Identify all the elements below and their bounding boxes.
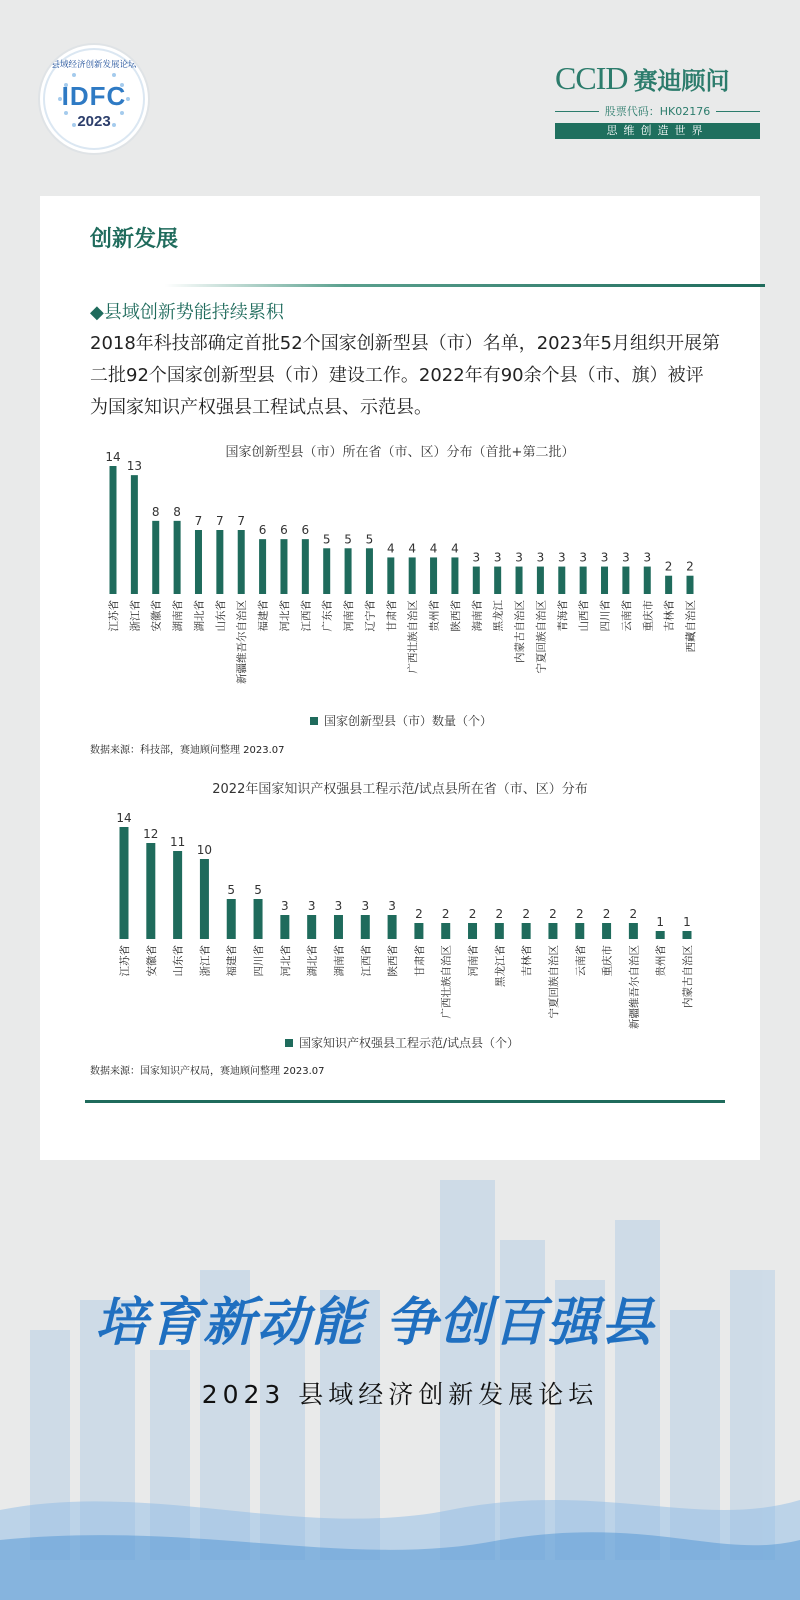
category-label: 江苏省 <box>108 600 120 632</box>
bar-黑龙江 <box>494 567 501 594</box>
bar-江西省 <box>361 915 370 939</box>
category-label: 湖南省 <box>333 945 346 977</box>
category-label: 广东省 <box>321 600 334 632</box>
chart1-svg <box>40 446 760 711</box>
value-label: 3 <box>622 550 630 565</box>
logo-abbr: IDFC <box>61 81 127 111</box>
category-label: 西藏自治区 <box>685 600 697 653</box>
value-label: 7 <box>194 514 203 528</box>
bar-甘肃省 <box>387 557 394 594</box>
value-label: 10 <box>196 843 213 857</box>
value-label: 2 <box>468 907 477 921</box>
hero-banner <box>0 1180 800 1600</box>
chart2-svg <box>40 801 760 1051</box>
bar-湖北省 <box>307 915 316 939</box>
value-label: 2 <box>441 907 450 921</box>
bar-湖北省 <box>195 530 202 594</box>
category-label: 黑龙江省 <box>494 945 507 987</box>
value-label: 5 <box>322 532 331 547</box>
value-label: 5 <box>227 883 236 897</box>
value-label: 2 <box>664 559 673 574</box>
value-label: 3 <box>557 550 566 565</box>
hero-slogan: 培育新动能 争创百强县 <box>95 1293 656 1353</box>
bar-黑龙江省 <box>495 923 504 939</box>
value-label: 3 <box>579 550 587 565</box>
value-label: 3 <box>493 550 502 565</box>
brand-en: CCID <box>555 60 628 96</box>
value-label: 2 <box>602 907 611 921</box>
bar-安徽省 <box>152 521 159 594</box>
category-label: 吉林省 <box>521 945 534 977</box>
bar-河北省 <box>280 539 287 594</box>
bar-福建省 <box>259 539 266 594</box>
value-label: 1 <box>656 915 665 929</box>
bar-新疆维吾尔自治区 <box>238 530 245 594</box>
bar-云南省 <box>622 567 629 594</box>
brand-cn: 赛迪顾问 <box>633 66 730 95</box>
forum-title: 2023 县域经济创新发展论坛 <box>201 1380 599 1409</box>
category-label: 贵州省 <box>428 600 441 632</box>
category-label: 重庆市 <box>642 600 655 632</box>
title-divider <box>165 284 765 287</box>
bar-陕西省 <box>388 915 397 939</box>
value-label: 5 <box>365 532 374 547</box>
idfc-logo <box>40 45 148 153</box>
bar-河南省 <box>468 923 477 939</box>
brand-slogan: 思维创造世界 <box>555 123 760 139</box>
value-label: 6 <box>301 523 310 538</box>
value-label: 2 <box>686 559 694 574</box>
category-label: 湖南省 <box>172 600 185 632</box>
bar-宁夏回族自治区 <box>548 923 557 939</box>
value-label: 3 <box>361 899 370 913</box>
category-label: 江西省 <box>360 945 373 977</box>
bar-湖南省 <box>334 915 343 939</box>
value-label: 4 <box>429 541 438 556</box>
value-label: 7 <box>237 514 246 528</box>
bar-广西壮族自治区 <box>409 557 416 594</box>
bar-内蒙古自治区 <box>683 931 692 939</box>
logo-year: 2023 <box>77 113 111 130</box>
stock-code: 股票代码：HK02176 <box>604 105 711 118</box>
bar-安徽省 <box>146 843 155 939</box>
chart1-legend-label: 国家创新型县（市）数量（个） <box>324 714 493 728</box>
category-label: 重庆市 <box>601 945 614 977</box>
content-card <box>40 196 760 1160</box>
category-label: 吉林省 <box>663 600 676 632</box>
bar-四川省 <box>601 567 608 594</box>
category-label: 湖北省 <box>306 945 319 977</box>
bar-山东省 <box>173 851 182 939</box>
value-label: 5 <box>344 532 352 547</box>
legend-swatch <box>285 1039 293 1047</box>
category-label: 贵州省 <box>655 945 668 977</box>
value-label: 1 <box>683 915 691 929</box>
category-label: 浙江省 <box>129 600 142 632</box>
value-label: 3 <box>600 550 609 565</box>
category-label: 黑龙江 <box>492 600 505 632</box>
category-label: 河南省 <box>343 600 356 632</box>
bar-辽宁省 <box>366 548 373 594</box>
bar-山东省 <box>216 530 223 594</box>
category-label: 甘肃省 <box>385 600 398 632</box>
value-label: 4 <box>408 541 417 556</box>
category-label: 四川省 <box>253 945 266 977</box>
bar-江苏省 <box>110 466 117 594</box>
bar-山西省 <box>580 567 587 594</box>
category-label: 福建省 <box>226 945 239 977</box>
value-label: 5 <box>254 883 262 897</box>
bar-河北省 <box>280 915 289 939</box>
category-label: 新疆维吾尔自治区 <box>236 600 249 684</box>
chart2-legend-label: 国家知识产权强县工程示范/试点县（个） <box>299 1036 520 1050</box>
bar-浙江省 <box>200 859 209 939</box>
bar-重庆市 <box>602 923 611 939</box>
category-label: 山东省 <box>214 600 227 632</box>
category-label: 河南省 <box>467 945 480 977</box>
value-label: 6 <box>280 523 288 538</box>
bar-陕西省 <box>451 557 458 594</box>
value-label: 2 <box>629 907 638 921</box>
bar-甘肃省 <box>414 923 423 939</box>
category-label: 新疆维吾尔自治区 <box>628 945 641 1029</box>
value-label: 8 <box>151 504 160 519</box>
subheading: ◆县域创新势能持续累积 <box>90 302 284 323</box>
chart2-legend <box>285 1034 519 1051</box>
bar-广西壮族自治区 <box>441 923 450 939</box>
category-label: 广西壮族自治区 <box>407 600 420 674</box>
category-label: 江西省 <box>300 600 313 632</box>
category-label: 海南省 <box>471 600 484 632</box>
value-label: 3 <box>307 899 316 913</box>
category-label: 广西壮族自治区 <box>440 945 453 1019</box>
section-title: 创新发展 <box>90 227 179 252</box>
category-label: 宁夏回族自治区 <box>535 600 548 674</box>
chart2-title: 2022年国家知识产权强县工程示范/试点县所在省（市、区）分布 <box>212 782 588 797</box>
chart1-legend <box>310 712 492 729</box>
bar-重庆市 <box>644 567 651 594</box>
bar-广东省 <box>323 548 330 594</box>
category-label: 甘肃省 <box>413 945 426 977</box>
value-label: 3 <box>515 550 523 565</box>
value-label: 7 <box>216 514 224 528</box>
value-label: 4 <box>451 541 459 556</box>
bar-新疆维吾尔自治区 <box>629 923 638 939</box>
category-label: 江苏省 <box>119 945 131 977</box>
category-label: 安徽省 <box>150 600 163 632</box>
bar-河南省 <box>345 548 352 594</box>
bar-浙江省 <box>131 475 138 594</box>
value-label: 6 <box>258 523 267 538</box>
bar-四川省 <box>254 899 263 939</box>
value-label: 3 <box>536 550 545 565</box>
value-label: 3 <box>388 899 396 913</box>
stock-code-row <box>555 103 760 119</box>
value-label: 11 <box>169 835 186 849</box>
ccid-brand <box>555 60 760 139</box>
bar-吉林省 <box>522 923 531 939</box>
divider <box>555 111 599 112</box>
bar-江西省 <box>302 539 309 594</box>
value-label: 3 <box>281 899 289 913</box>
category-label: 宁夏回族自治区 <box>547 945 560 1019</box>
value-label: 2 <box>575 907 584 921</box>
category-label: 陕西省 <box>449 600 462 632</box>
value-label: 2 <box>415 907 423 921</box>
value-label: 2 <box>522 907 530 921</box>
divider <box>716 111 760 112</box>
bar-青海省 <box>558 567 565 594</box>
bottom-divider <box>85 1100 725 1103</box>
category-label: 山西省 <box>578 600 591 632</box>
logo-ring-text: 县域经济创新发展论坛 <box>51 60 137 70</box>
value-label: 12 <box>143 827 159 841</box>
bar-海南省 <box>473 567 480 594</box>
category-label: 山东省 <box>172 945 185 977</box>
bar-内蒙古自治区 <box>516 567 523 594</box>
value-label: 3 <box>334 899 343 913</box>
bar-贵州省 <box>430 557 437 594</box>
category-label: 陕西省 <box>387 945 400 977</box>
category-label: 四川省 <box>599 600 612 632</box>
category-label: 河北省 <box>279 945 292 977</box>
value-label: 3 <box>472 550 481 565</box>
bar-宁夏回族自治区 <box>537 567 544 594</box>
value-label: 14 <box>105 450 121 464</box>
bar-江苏省 <box>120 827 129 939</box>
value-label: 2 <box>549 907 557 921</box>
value-label: 14 <box>116 811 132 825</box>
chart2-source: 数据来源：国家知识产权局，赛迪顾问整理 2023.07 <box>90 1066 325 1077</box>
category-label: 浙江省 <box>199 945 212 977</box>
value-label: 3 <box>643 550 652 565</box>
category-label: 辽宁省 <box>364 600 377 632</box>
bar-吉林省 <box>665 576 672 594</box>
value-label: 4 <box>386 541 395 556</box>
bar-贵州省 <box>656 931 665 939</box>
value-label: 8 <box>173 504 181 519</box>
category-label: 内蒙古自治区 <box>682 945 694 1008</box>
bar-福建省 <box>227 899 236 939</box>
bar-西藏自治区 <box>687 576 694 594</box>
bar-云南省 <box>575 923 584 939</box>
legend-swatch <box>310 717 318 725</box>
category-label: 河北省 <box>278 600 291 632</box>
value-label: 13 <box>126 459 143 474</box>
category-label: 青海省 <box>556 600 569 632</box>
chart1-title: 国家创新型县（市）所在省（市、区）分布（首批+第二批） <box>225 445 575 460</box>
bar-湖南省 <box>174 521 181 594</box>
category-label: 安徽省 <box>145 945 158 977</box>
category-label: 内蒙古自治区 <box>514 600 527 663</box>
intro-paragraph: 2018年科技部确定首批52个国家创新型县（市）名单，2023年5月组织开展第二批92个国家创新型县（市）建设工作。2022年有90余个县（市、旗）被评为国家知识产权强县工程试点县、示范县。 <box>90 333 720 418</box>
chart1-source: 数据来源：科技部，赛迪顾问整理 2023.07 <box>90 745 285 756</box>
value-label: 2 <box>495 907 504 921</box>
category-label: 云南省 <box>574 945 587 977</box>
category-label: 湖北省 <box>193 600 206 632</box>
category-label: 福建省 <box>257 600 270 632</box>
category-label: 云南省 <box>620 600 633 632</box>
